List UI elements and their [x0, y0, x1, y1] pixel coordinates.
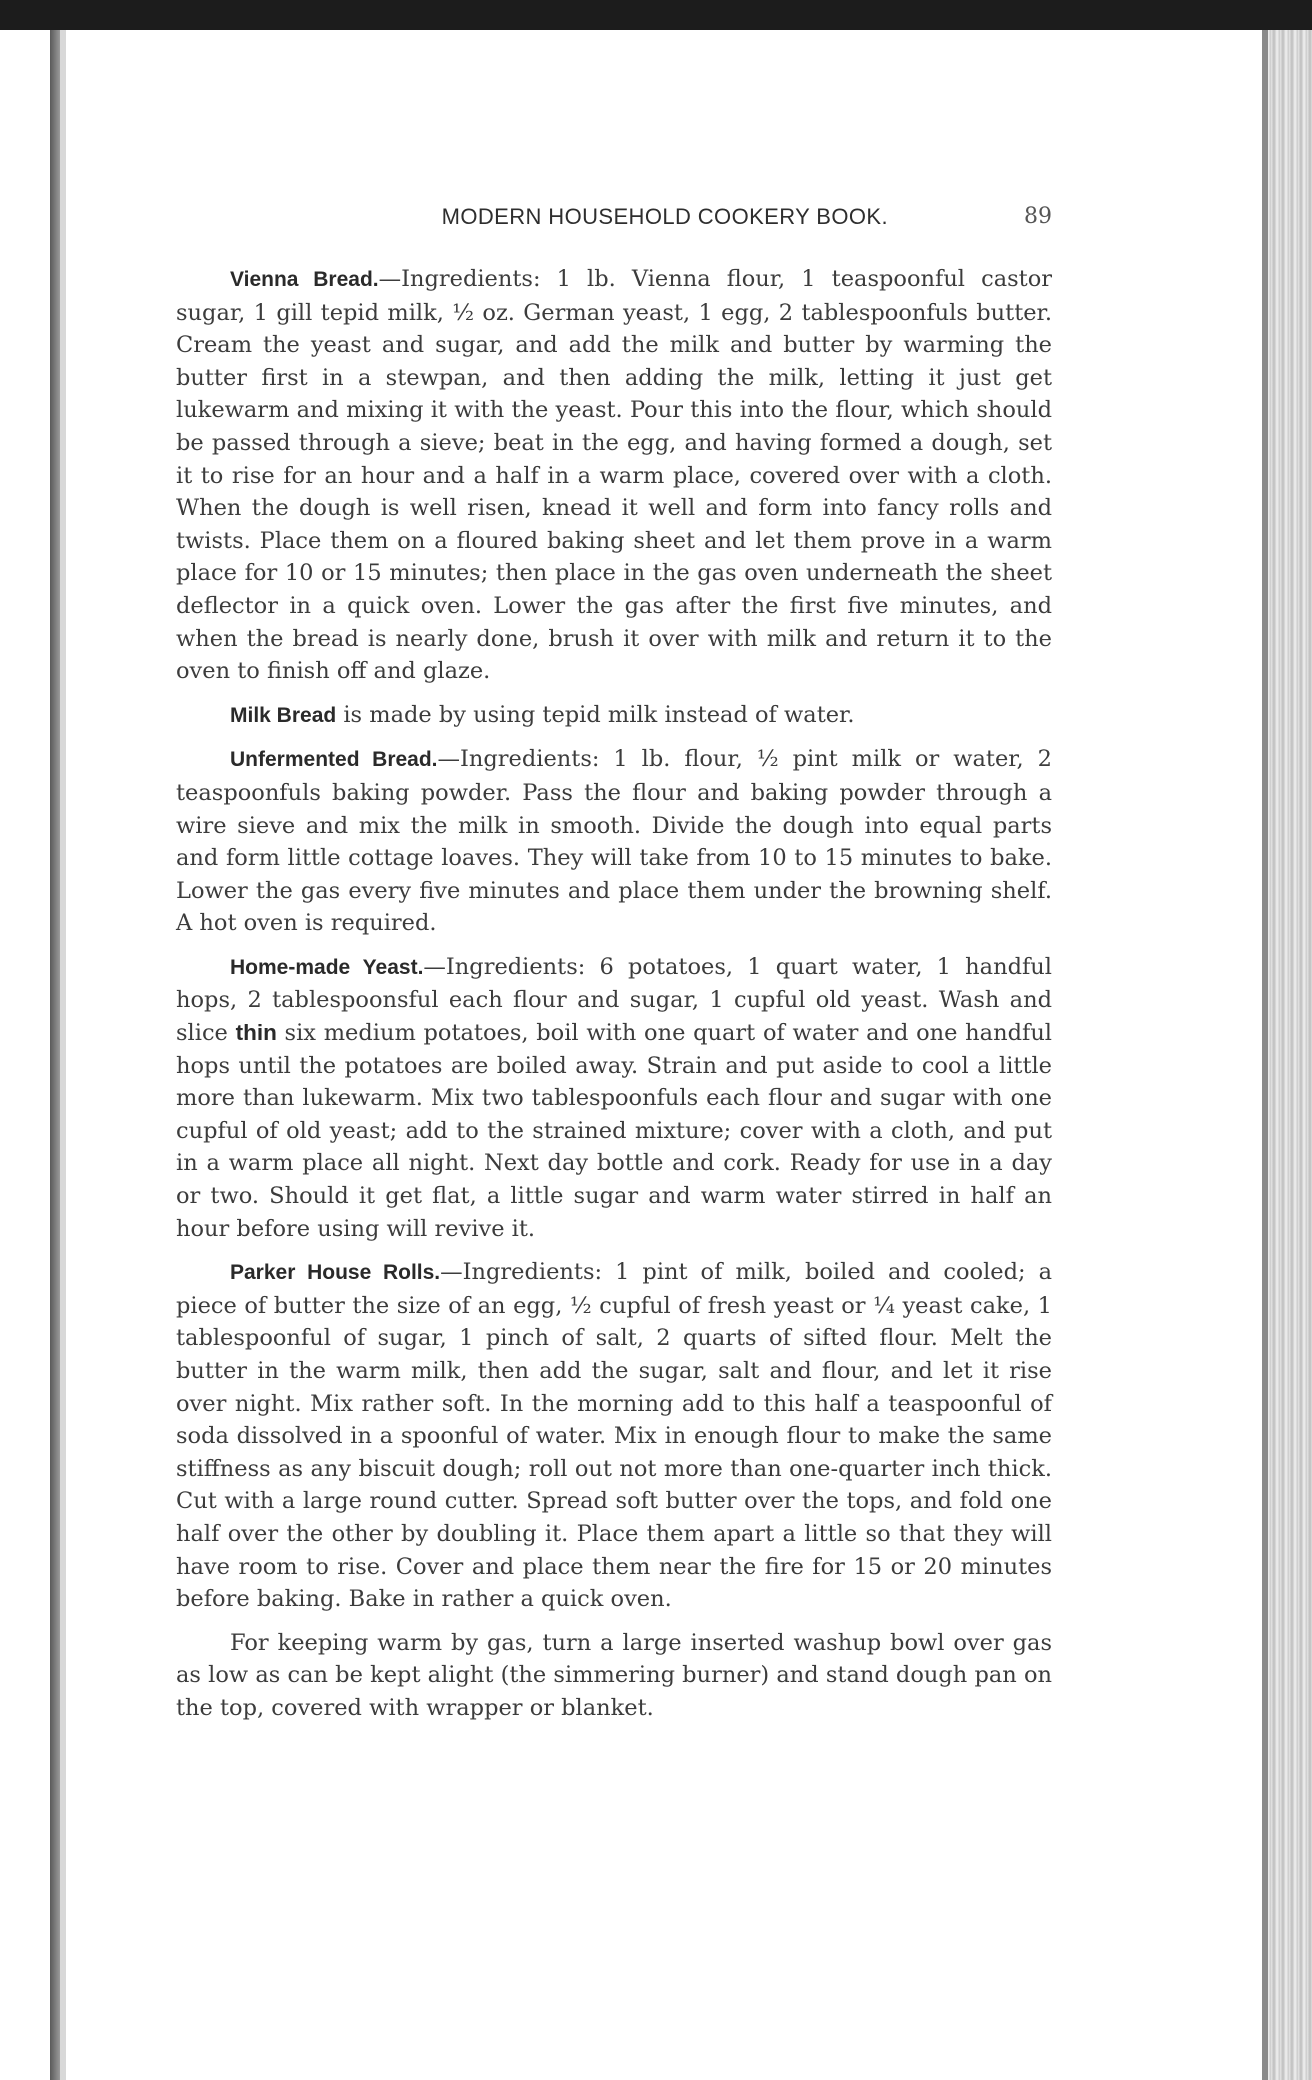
recipe-home-made-yeast	[176, 951, 1052, 1245]
recipe-vienna-bread	[176, 263, 1052, 688]
recipe-text: —Ingredients: 1 lb. flour, ½ pint milk or water, 2 teaspoonfuls baking powder. Pass the flour and baking powder through a wire sieve and mix the milk in smooth. Divide the dough into equal parts and form little cottage loaves. They will take from 10 to 15 minutes to bake. Lower the gas every five minutes and place them under the browning shelf. A hot oven is required.	[176, 746, 1052, 937]
running-title: MODERN HOUSEHOLD COOKERY BOOK.	[441, 204, 888, 229]
running-header	[176, 195, 1052, 235]
recipe-text: is made by using tepid milk instead of water.	[336, 701, 855, 728]
recipe-text: —Ingredients: 1 lb. Vienna flour, 1 teaspoonful castor sugar, 1 gill tepid milk, ½ oz. German yeast, 1 egg, 2 tablespoonfuls butter. Cream the yeast and sugar, and add the milk and butter by warming the butter first in a stewpan, and then adding the milk, letting it just get lukewarm and mixing it with the yeast. Pour this into the flour, which should be passed through a sieve; beat in the egg, and having formed a dough, set it to rise for an hour and a half in a warm place, covered over with a cloth. When the dough is well risen, knead it well and form into fancy rolls and twists. Place them on a floured baking sheet and let them prove in a warm place for 10 or 15 minutes; then place in the gas oven underneath the sheet deflector in a quick oven. Lower the gas after the first five minutes, and when the bread is nearly done, brush it over with milk and return it to the oven to finish off and glaze.	[176, 266, 1052, 685]
emphasis-thin: thin	[235, 1020, 277, 1046]
recipe-milk-bread	[176, 699, 1052, 733]
binding-gutter	[60, 30, 66, 2080]
recipe-unfermented-bread	[176, 743, 1052, 940]
scan-top-border	[0, 0, 1312, 30]
recipe-parker-house-rolls	[176, 1256, 1052, 1616]
binding-shadow	[50, 30, 60, 2080]
recipe-heading: Vienna Bread.	[230, 268, 379, 291]
recipe-heading: Home-made Yeast.	[230, 955, 424, 979]
facing-page-edge	[0, 30, 48, 2080]
page-number: 89	[1024, 204, 1052, 229]
recipe-heading: Milk Bread	[230, 703, 337, 727]
book-page	[176, 195, 1052, 1736]
keeping-warm-note	[176, 1627, 1052, 1725]
page-stack-edge	[1262, 30, 1312, 2080]
recipe-text: —Ingredients: 1 pint of milk, boiled and cooled; a piece of butter the size of an egg, ½ cupful of fresh yeast or ¼ yeast cake, 1 tablespoonful of sugar, 1 pinch of salt, 2 quarts of sifted flour. Melt the butter in the warm milk, then add the sugar, salt and flour, and let it rise over night. Mix rather soft. In the morning add to this half a teaspoonful of soda dissolved in a spoonful of water. Mix in enough flour to make the same stiffness as any biscuit dough; roll out not more than one-quarter inch thick. Cut with a large round cutter. Spread soft butter over the tops, and fold one half over the other by doubling it. Place them apart a little so that they will have room to rise. Cover and place them near the fire for 15 or 20 minutes before baking. Bake in rather a quick oven.	[176, 1259, 1052, 1613]
recipe-text-part1: —Ingredients: 6 potatoes, 1 quart water, 1 handful hops, 2 tablespoonsful each flour and sugar, 1 cupful old yeast. Wash and slice	[176, 953, 1052, 1047]
recipe-heading: Parker House Rolls.	[230, 1261, 441, 1285]
recipe-text-part2: six medium potatoes, boil with one quart of water and one handful hops until the potatoes are boiled away. Strain and put aside to cool a little more than lukewarm. Mix two tablespoonfuls each flour and sugar with one cupful of old yeast; add to the strained mixture; cover with a cloth, and put in a warm place all night. Next day bottle and cork. Ready for use in a day or two. Should it get flat, a little sugar and warm water stirred in half an hour before using will revive it.	[176, 1020, 1052, 1242]
recipe-heading: Unfermented Bread.	[230, 748, 438, 772]
note-text: For keeping warm by gas, turn a large inserted washup bowl over gas as low as can be kept alight (the simmering burner) and stand dough pan on the top, covered with wrapper or blanket.	[176, 1629, 1052, 1721]
